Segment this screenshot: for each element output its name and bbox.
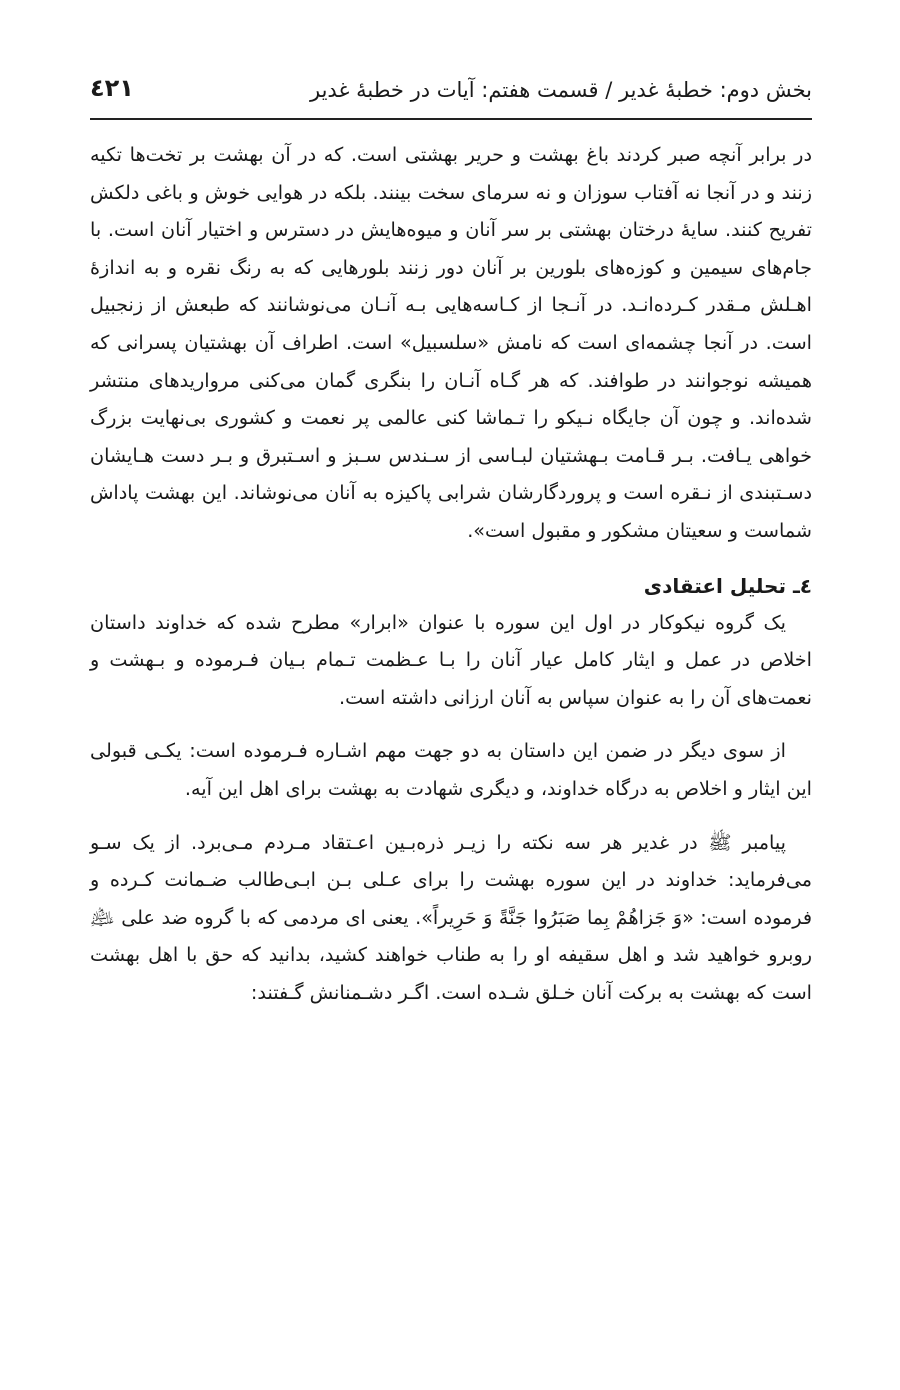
paragraph-3: از سوی دیگر در ضمن این داستان به دو جهت مهم اشـاره فـرموده است: یکـی قبولی این ایثار و اخلاص به درگاه خداوند، و دیگری شهادت به بهشت برای اهل این آیه. [90, 739, 812, 800]
paragraph-4: پیامبر ﷺ در غدیر هر سه نکته را زیـر ذره‌بـین اعـتقاد مـردم مـی‌برد. از یک سـو می‌فرماید: خداوند در این سوره بهشت را برای عـلی بـن ابـی‌طالب ضـمانت کـرده و فرموده است: «وَ جَزاهُمْ بِما صَبَرُوا جَنَّةً وَ حَرِيراً». یعنی ای مردمی که با گروه ضد علی ﵇ روبرو خواهید شد و اهل سقیفه او را به طناب خواهند کشید، بدانید که حق با اهل بهشت است که بهشت به برکت آنان خـلق شـده است. اگـر دشـمنانش گـفتند: [90, 830, 812, 1004]
paragraph-1: در برابر آنچه صبر کردند باغ بهشت و حریر بهشتی است. که در آن بهشت بر تخت‌ها تکیه زنند و در آنجا نه آفتاب سوزان و نه سرمای سخت بینند. بلکه در هوایی خوش و باغی دلکش تفریح کنند. سایهٔ درختان بهشتی بر سر آنان و میوه‌هایش در دسترس و اختیار آنان است. با جام‌های سیمین و کوزه‌های بلورین بر آنان دور زنند بلورهایی که به رنگ نقره و به اندازهٔ اهـلش مـقدر کـرده‌انـد. در آنـجا از کـاسه‌هایی بـه آنـان می‌نوشانند که طبعش از زنجبیل است. در آنجا چشمه‌ای است که نامش «سلسبیل» است. اطراف آن بهشتیان پسرانی که همیشه نوجوانند در طوافند. که هر گـاه آنـان را بنگری گمان می‌کنی مروارید‌های منتشر شده‌اند. و چون آن جایگاه نـیکو را تـماشا کنی عالمی پر نعمت و کشوری بی‌نهایت بزرگ خواهی یـافت. بـر قـامت بـهشتیان لبـاسی از سـندس سـبز و اسـتبرق و بـر دست هـایشان دسـتبندی از نـقره است و پروردگارشان شرابی پاکیزه به آنان می‌نوشاند. این بهشت پاداش شماست و سعیتان مشکور و مقبول است». [90, 143, 812, 542]
book-page [90, 0, 812, 1390]
page-number: ٤٢١ [90, 74, 134, 102]
section-heading: ٤ـ تحلیل اعتقادی [643, 573, 812, 598]
header-rule [90, 118, 812, 120]
page-header [90, 72, 812, 112]
paragraph-2: یک گروه نیکوکار در اول این سوره با عنوان «ابرار» مطرح شده که خداوند داستان اخلاص در عمل و ایثار کامل عیار آنان را بـا عـظمت تـمام بـیان فـرموده و بـهشت و نعمت‌های آن را به عنوان سپاس به آنان ارزانی داشته است. [90, 610, 812, 709]
running-head: بخش دوم: خطبهٔ غدیر / قسمت هفتم: آیات در خطبهٔ غدیر [309, 78, 812, 102]
body-text [90, 136, 812, 1011]
